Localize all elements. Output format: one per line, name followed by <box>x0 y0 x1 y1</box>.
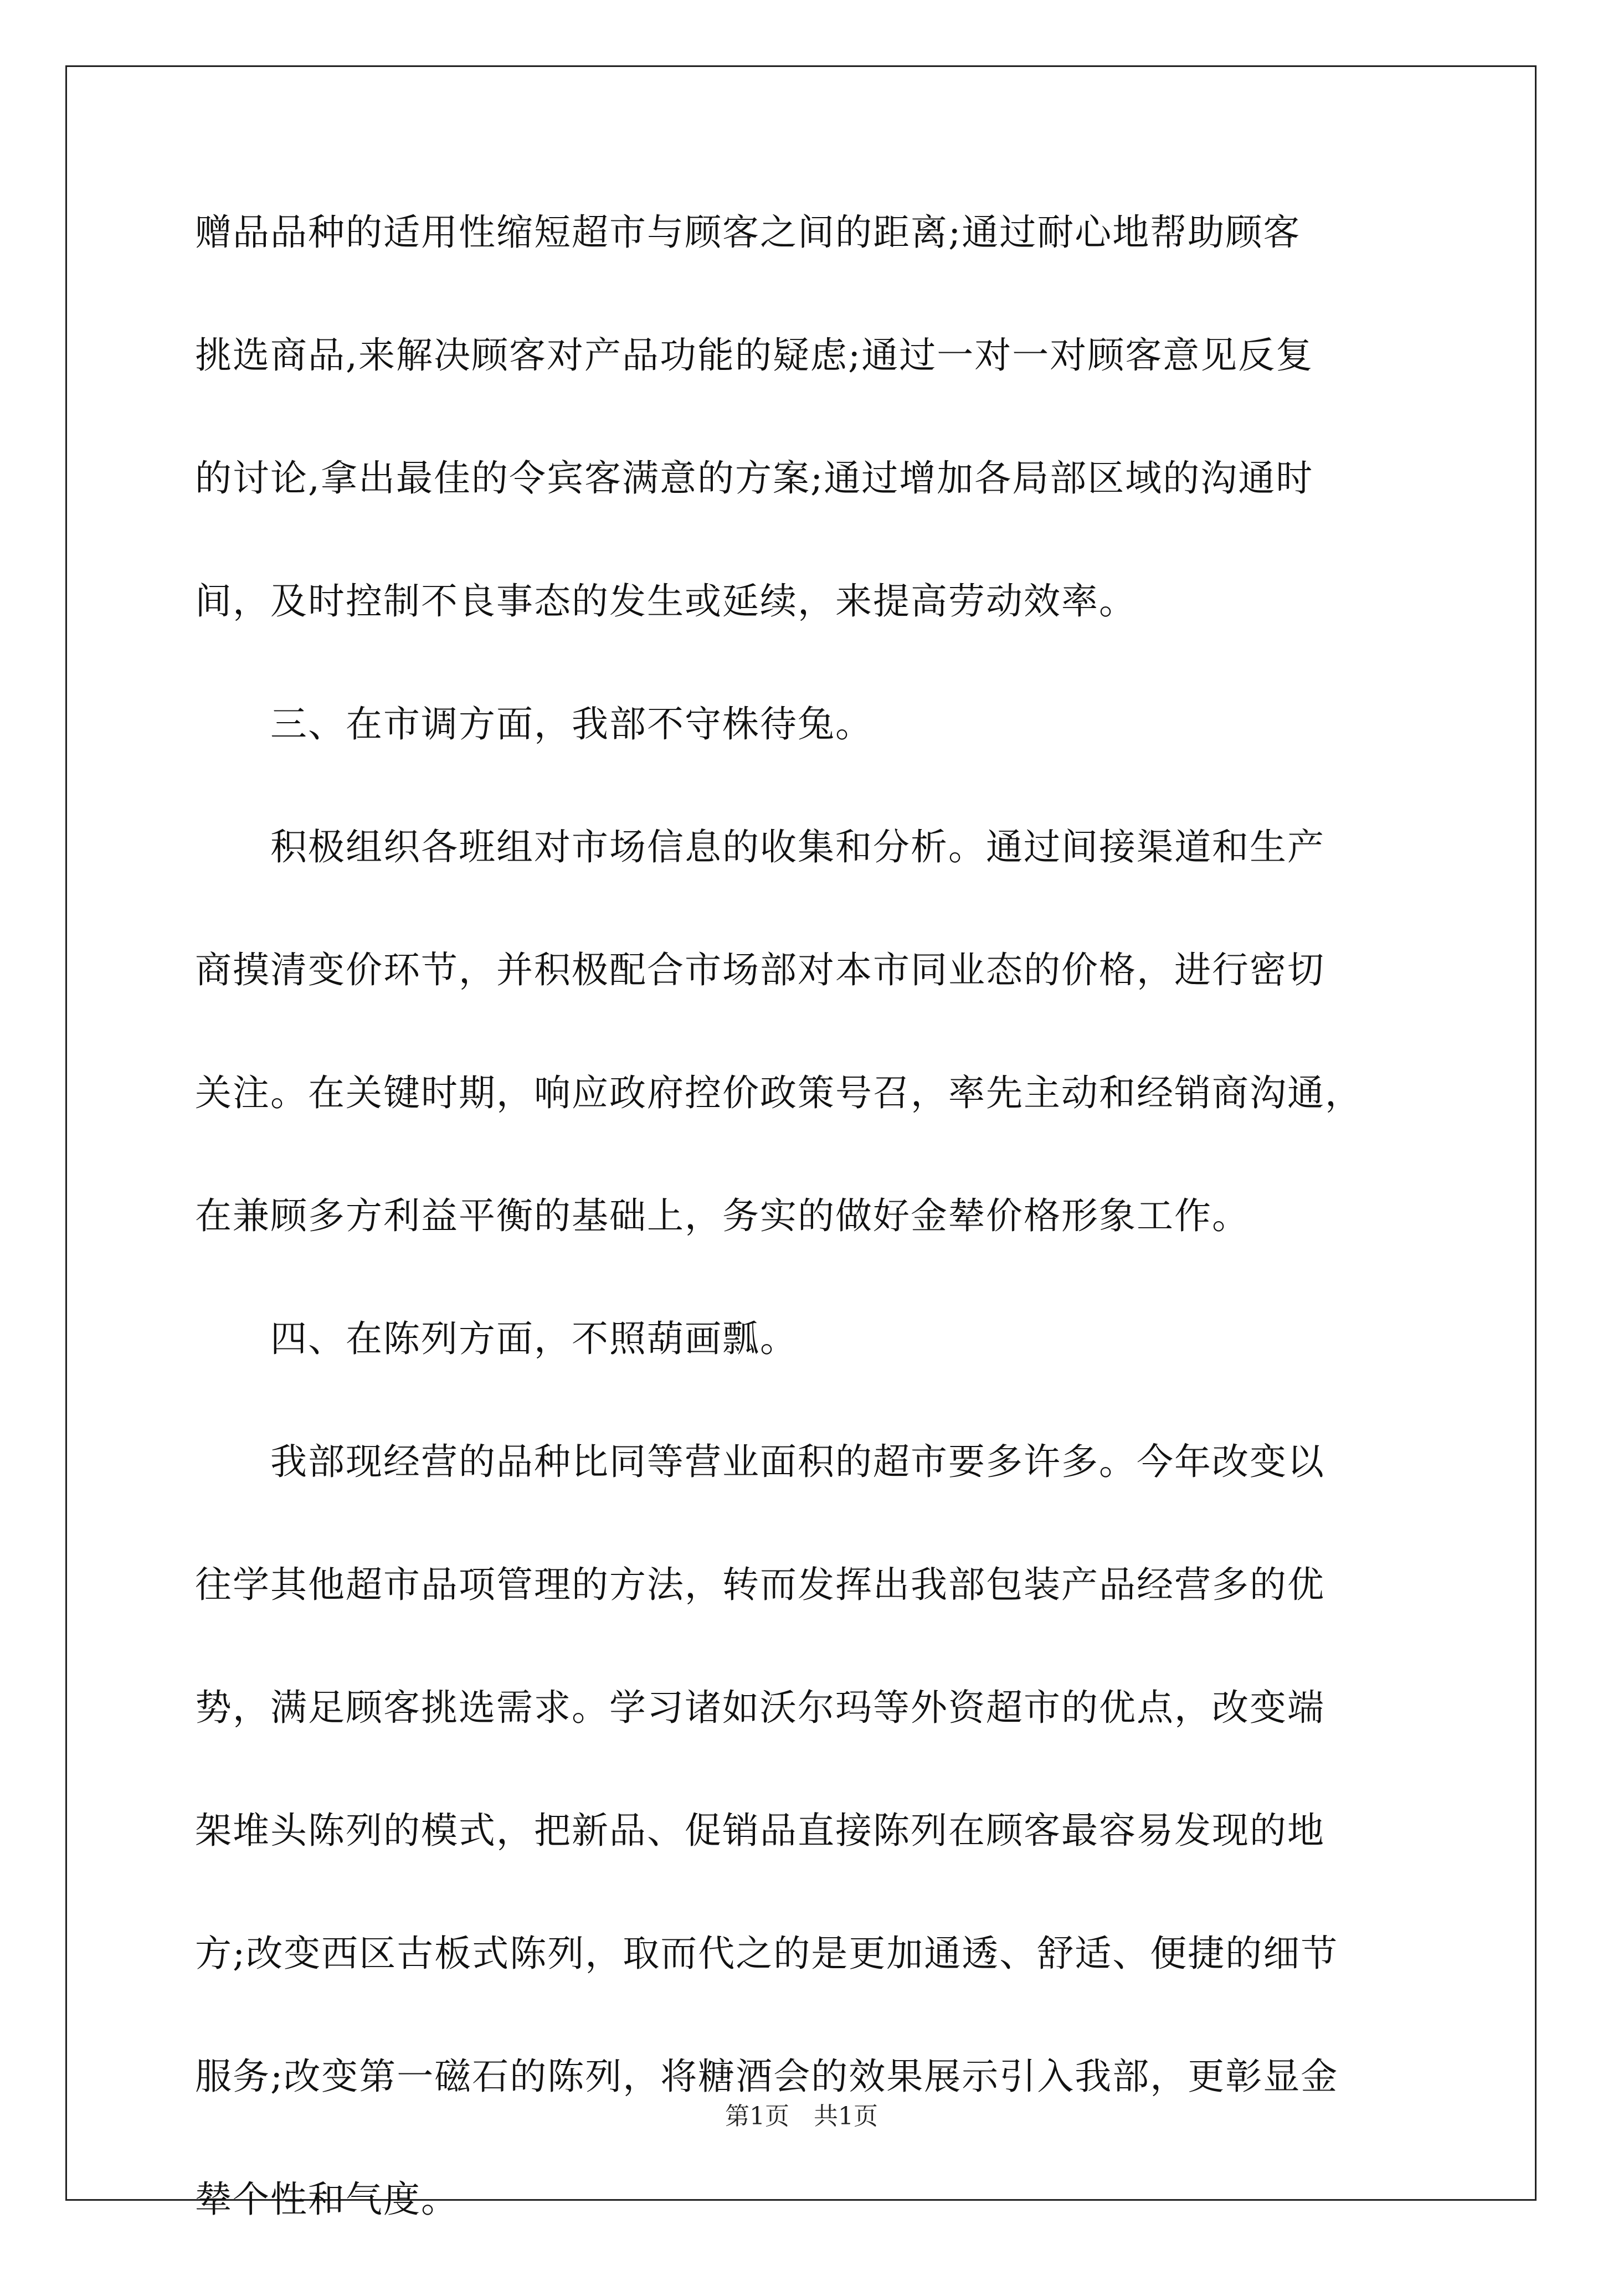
document-body <box>195 206 1436 2296</box>
text-line: 往学其他超市品项管理的方法，转而发挥出我部包装产品经营多的优 <box>195 1563 1325 1606</box>
text-line: 挑选商品,来解决顾客对产品功能的疑虑;通过一对一对顾客意见反复 <box>195 334 1314 377</box>
page-footer: 第1页 共1页 <box>725 2102 878 2130</box>
text-line: 方;改变西区古板式陈列，取而代之的是更加通透、舒适、便捷的细节 <box>195 1932 1339 1975</box>
text-line: 间，及时控制不良事态的发生或延续，来提高劳动效率。 <box>195 580 1137 622</box>
text-line: 服务;改变第一磁石的陈列，将糖酒会的效果展示引入我部，更彰显金 <box>195 2055 1339 2098</box>
text-line: 的讨论,拿出最佳的令宾客满意的方案;通过增加各局部区域的沟通时 <box>195 457 1314 500</box>
section-heading-3: 三、在市调方面，我部不守株待兔。 <box>195 703 873 745</box>
section-heading-4: 四、在陈列方面，不照葫画瓢。 <box>195 1317 798 1360</box>
text-line: 赠品品种的适用性缩短超市与顾客之间的距离;通过耐心地帮助顾客 <box>195 211 1301 254</box>
text-line: 商摸清变价环节，并积极配合市场部对本市同业态的价格，进行密切 <box>195 949 1325 991</box>
text-line: 积极组织各班组对市场信息的收集和分析。通过间接渠道和生产 <box>195 826 1325 868</box>
text-line: 势，满足顾客挑选需求。学习诸如沃尔玛等外资超市的优点，改变端 <box>195 1686 1325 1729</box>
text-line: 在兼顾多方利益平衡的基础上，务实的做好金辇价格形象工作。 <box>195 1195 1250 1237</box>
text-line: 辇个性和气度。 <box>195 2178 459 2221</box>
text-line: 关注。在关键时期，响应政府控价政策号召，率先主动和经销商沟通， <box>195 1072 1363 1114</box>
text-line: 架堆头陈列的模式，把新品、促销品直接陈列在顾客最容易发现的地 <box>195 1809 1325 1852</box>
text-line: 我部现经营的品种比同等营业面积的超市要多许多。今年改变以 <box>195 1440 1325 1483</box>
